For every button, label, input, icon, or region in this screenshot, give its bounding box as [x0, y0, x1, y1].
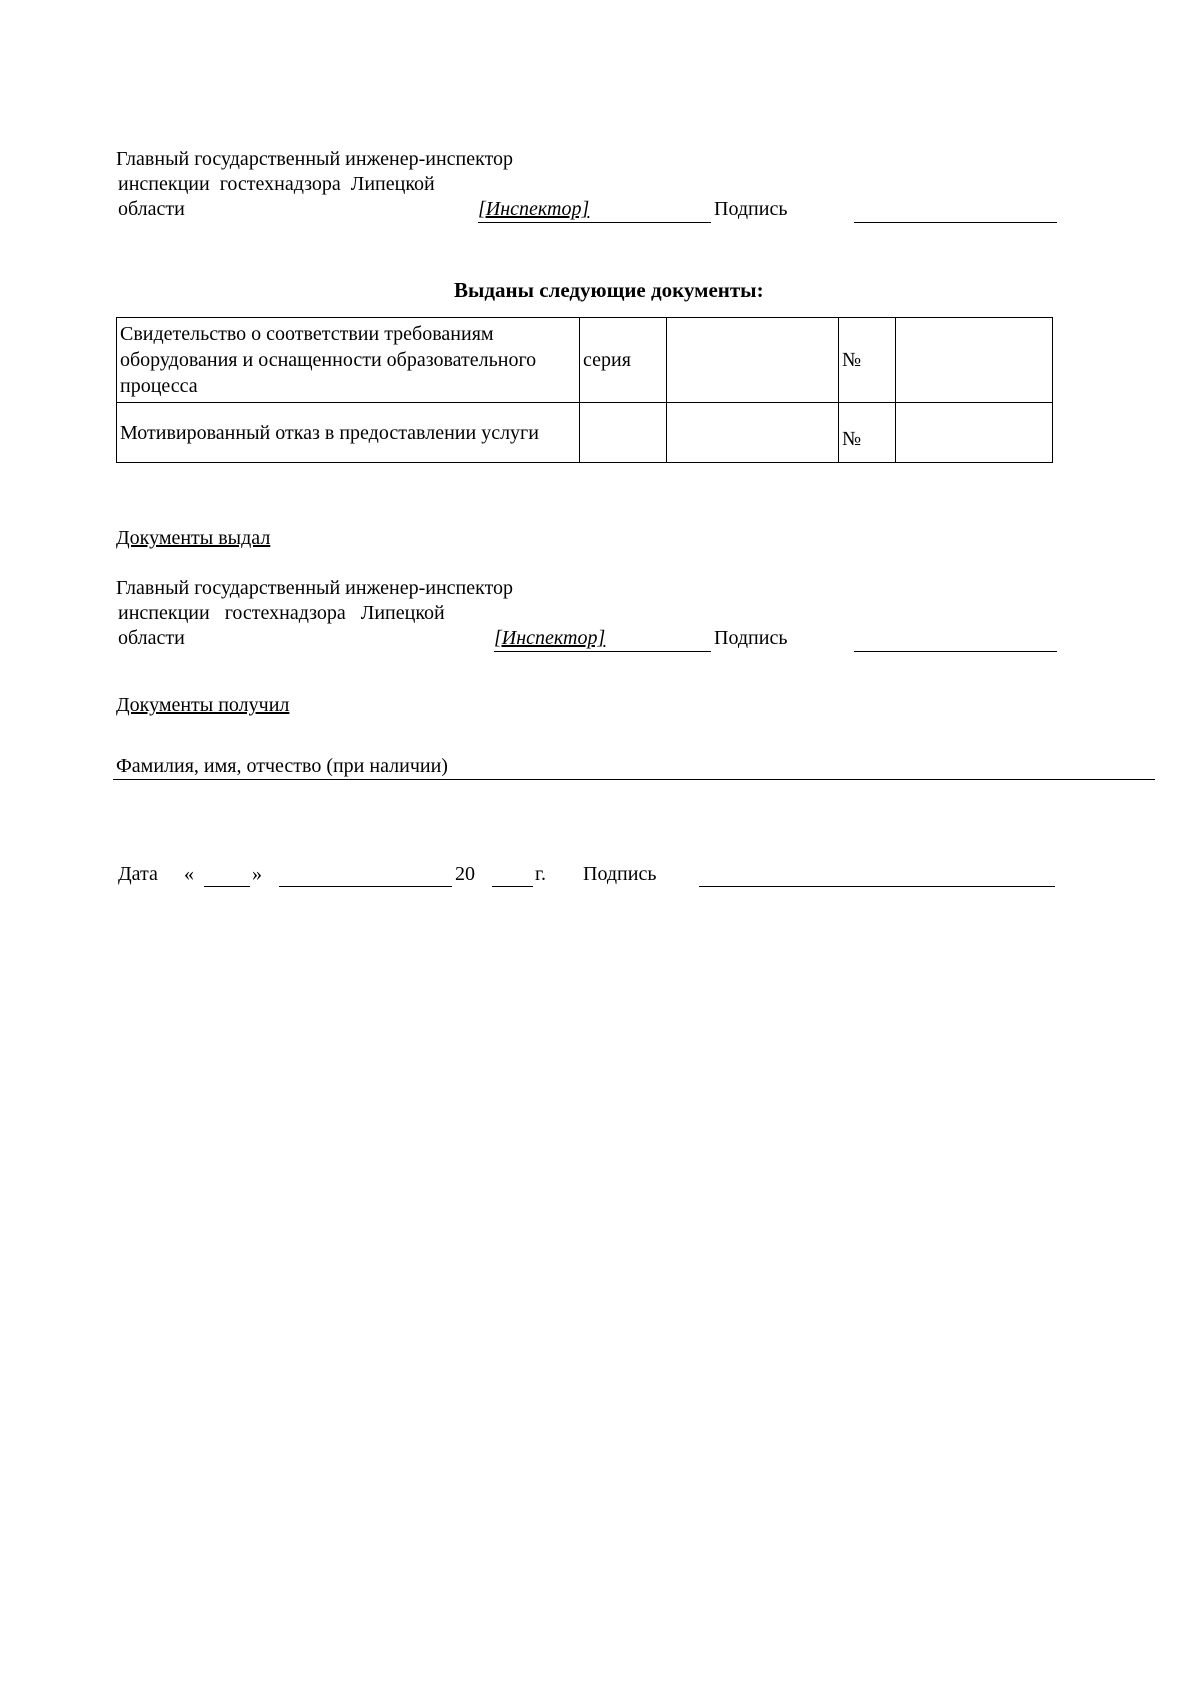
- position-line-2: инспекции гостехнадзора Липецкой: [118, 173, 435, 195]
- year-suffix: г.: [535, 863, 546, 885]
- signature-label-1: Подпись: [714, 198, 788, 220]
- signature-line-1[interactable]: [854, 222, 1057, 223]
- issued-documents-title: Выданы следующие документы:: [454, 278, 764, 302]
- position-line-3: области: [118, 198, 185, 220]
- number-label-cell: №: [839, 318, 896, 403]
- issued-by-label: Документы выдал: [116, 527, 271, 549]
- number-value-cell[interactable]: [896, 318, 1053, 403]
- day-line[interactable]: [204, 886, 250, 887]
- position-line-3: области: [118, 627, 185, 649]
- series-label-cell: [580, 403, 667, 463]
- inspector-underline-1: [478, 222, 711, 223]
- inspector-underline-2: [494, 651, 711, 652]
- signature-line-2[interactable]: [854, 651, 1057, 652]
- signature-label-3: Подпись: [583, 863, 657, 885]
- document-name-cell: Мотивированный отказ в предоставлении услуги: [117, 403, 580, 463]
- year-line[interactable]: [492, 886, 533, 887]
- position-line-2: инспекции гостехнадзора Липецкой: [118, 602, 445, 624]
- date-quote-open: «: [184, 863, 194, 885]
- full-name-label: Фамилия, имя, отчество (при наличии): [116, 755, 448, 777]
- inspector-name-1: [Инспектор]: [478, 198, 590, 220]
- series-label-cell: серия: [580, 318, 667, 403]
- month-line[interactable]: [279, 886, 452, 887]
- signature-line-3[interactable]: [699, 886, 1055, 887]
- document-name-cell: Свидетельство о соответствии требованиям оборудования и оснащенности образовательного процесса: [117, 318, 580, 403]
- position-line-1: Главный государственный инженер-инспектор: [116, 148, 514, 170]
- series-value-cell[interactable]: [667, 318, 839, 403]
- table-row: [117, 403, 1053, 463]
- series-value-cell[interactable]: [667, 403, 839, 463]
- number-label-cell: №: [839, 403, 896, 463]
- position-line-1: Главный государственный инженер-инспектор: [116, 577, 514, 599]
- documents-table: [116, 317, 1053, 463]
- table-row: [117, 318, 1053, 403]
- full-name-line[interactable]: [113, 779, 1155, 780]
- inspector-name-2: [Инспектор]: [494, 627, 606, 649]
- year-prefix: 20: [455, 863, 475, 885]
- number-value-cell[interactable]: [896, 403, 1053, 463]
- date-quote-close: »: [252, 863, 262, 885]
- date-label: Дата: [118, 863, 158, 885]
- received-by-label: Документы получил: [116, 694, 290, 716]
- signature-label-2: Подпись: [714, 627, 788, 649]
